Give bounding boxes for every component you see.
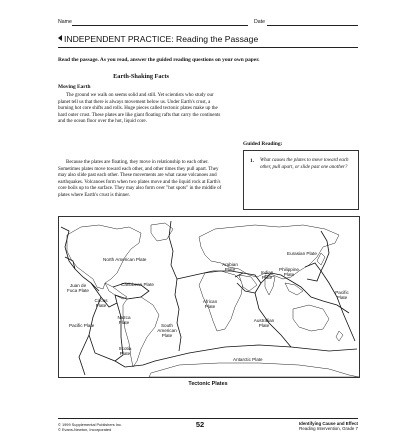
plate-label-african: African Plate: [202, 299, 218, 310]
plate-label-pacific-left: Pacific Plate: [69, 323, 95, 328]
page-number: 52: [195, 420, 205, 429]
plate-label-south-american: South American Plate: [157, 323, 177, 339]
page-title: [58, 34, 358, 44]
question-text: What causes the plates to move toward each other, pull apart, or slide past one another?: [260, 158, 349, 170]
instructions: Read the passage. As you read, answer the guided reading questions on your own paper.: [58, 57, 260, 63]
plate-label-pacific-right: Pacific Plate: [335, 290, 349, 301]
plate-label-philippine: Philippine Plate: [279, 267, 299, 278]
triangle-left-icon: [58, 35, 62, 41]
plate-label-antarctic: Antarctic Plate: [233, 357, 263, 362]
guided-reading-heading: Guided Reading:: [243, 141, 283, 147]
copyright-line-1: © 1999 Supplemental Publishers Inc.: [58, 422, 123, 427]
continent-new-zealand: [336, 331, 343, 341]
plate-label-eurasian: Eurasian Plate: [287, 251, 317, 256]
plate-label-juan-de-fuca: Juan de Fuca Plate: [67, 283, 89, 294]
continent-australia: [293, 305, 329, 331]
title-rule: [58, 47, 358, 48]
map-caption: Tectonic Plates: [188, 381, 228, 387]
plate-label-cocos: Cocos Plate: [94, 298, 108, 309]
boundary-philippine: [305, 263, 321, 281]
footer-copyright: [58, 422, 122, 432]
page-title-text: INDEPENDENT PRACTICE: Reading the Passage: [64, 34, 259, 44]
plate-label-caribbean: Caribbean Plate: [121, 282, 154, 287]
continent-antarctica: [149, 363, 359, 377]
plate-label-scotia: Scotia Plate: [118, 346, 132, 357]
book-title: Identifying Cause and Effect: [298, 421, 358, 426]
passage-title: Earth-Shaking Facts: [113, 73, 169, 80]
date-label: Date: [254, 19, 265, 25]
name-date-row: [58, 19, 358, 29]
passage-paragraph: Because the plates are floating, they move in relationship to each other. Sometimes plates move toward each other, and other times they pull apart. They may also slide past each other. These movements are what cause volcanoes and earthquakes. Volcanoes form when two plates move and the liquid rock at Earth's core boils up to the surface. They may also form over "hot spots" in the middle of plates where Earth's crust is thinner.: [58, 160, 222, 198]
plate-label-australian: Australian Plate: [253, 318, 275, 329]
passage-paragraph: The ground we walk on seems solid and still. Yet scientists who study our planet tell us that there is always movement below us. Under Earth's crust, a burning hot core shifts and rolls. Huge pieces called tectonic plates make up the hard outer crust. These plates are like giant floating rafts that carry the continents and the ocean floor over the hot, liquid core.: [58, 93, 221, 125]
name-label: Name: [58, 19, 72, 25]
footer-rule: [58, 418, 358, 419]
plate-label-nazca: Nazca Plate: [117, 315, 131, 326]
plates-map-drawing: [59, 217, 359, 377]
question-number: 1.: [250, 158, 254, 164]
date-line[interactable]: [267, 25, 358, 26]
plate-label-arabian: Arabian Plate: [222, 262, 238, 273]
plate-label-indian: Indian Plate: [260, 270, 274, 281]
guided-reading-box: [243, 150, 359, 210]
copyright-line-2: © Evans-Newton, Incorporated: [58, 427, 112, 432]
section-heading: Moving Earth: [58, 84, 91, 90]
continent-southeast-asia: [285, 283, 303, 295]
footer-book-info: [299, 421, 358, 432]
boundary-western-pacific: [321, 231, 355, 341]
book-subtitle: Reading Intervention, Grade 7: [299, 426, 358, 432]
boundary-east-pacific-rise: [79, 335, 89, 375]
plate-label-north-american: North American Plate: [103, 257, 147, 262]
name-line[interactable]: [72, 25, 248, 26]
tectonic-plates-map: [58, 216, 360, 378]
